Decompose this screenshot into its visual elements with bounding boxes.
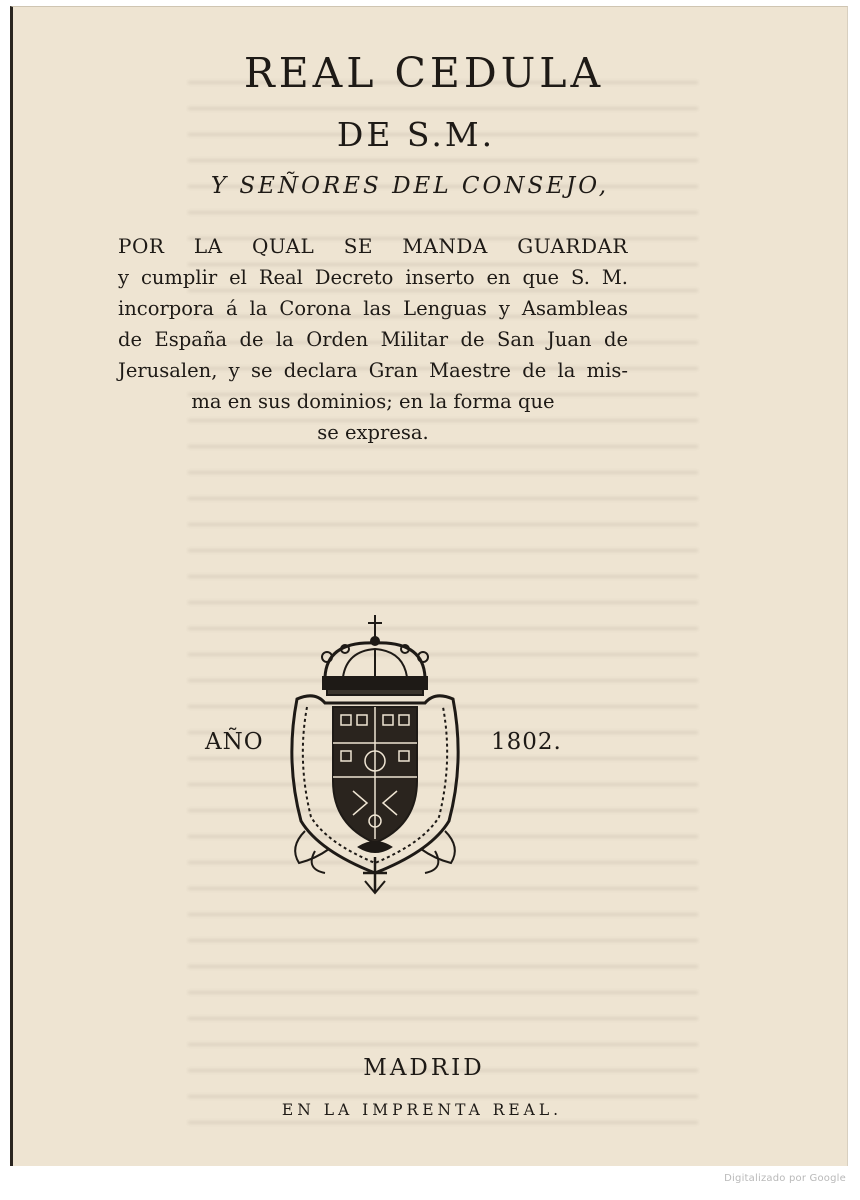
printer-name: EN LA IMPRENTA REAL.: [281, 1101, 563, 1119]
city-name: MADRID: [363, 1055, 485, 1081]
title-line-1: REAL CEDULA: [243, 49, 605, 97]
decree-description: [118, 231, 628, 448]
body-line: Jerusalen, y se declara Gran Maestre de la mis-: [118, 359, 628, 382]
digitization-watermark: Digitalizado por Google: [724, 1173, 846, 1184]
year-label: AÑO: [205, 729, 264, 755]
body-line: se expresa.: [317, 421, 429, 444]
body-line: POR LA QUAL SE MANDA GUARDAR: [118, 234, 628, 258]
body-line: incorpora á la Corona las Lenguas y Asambleas: [118, 297, 628, 320]
bleed-through-texture: [188, 67, 698, 1127]
document-page: [10, 6, 848, 1166]
title-line-2: DE S.M.: [336, 115, 496, 154]
body-line: y cumplir el Real Decreto inserto en que S. M.: [118, 266, 628, 289]
body-line: de España de la Orden Militar de San Juan de: [118, 328, 628, 351]
body-line: ma en sus dominios; en la forma que: [191, 390, 555, 413]
royal-coat-of-arms-icon: [275, 611, 475, 897]
title-line-3: Y SEÑORES DEL CONSEJO,: [210, 173, 610, 199]
year-value: 1802.: [491, 729, 562, 755]
